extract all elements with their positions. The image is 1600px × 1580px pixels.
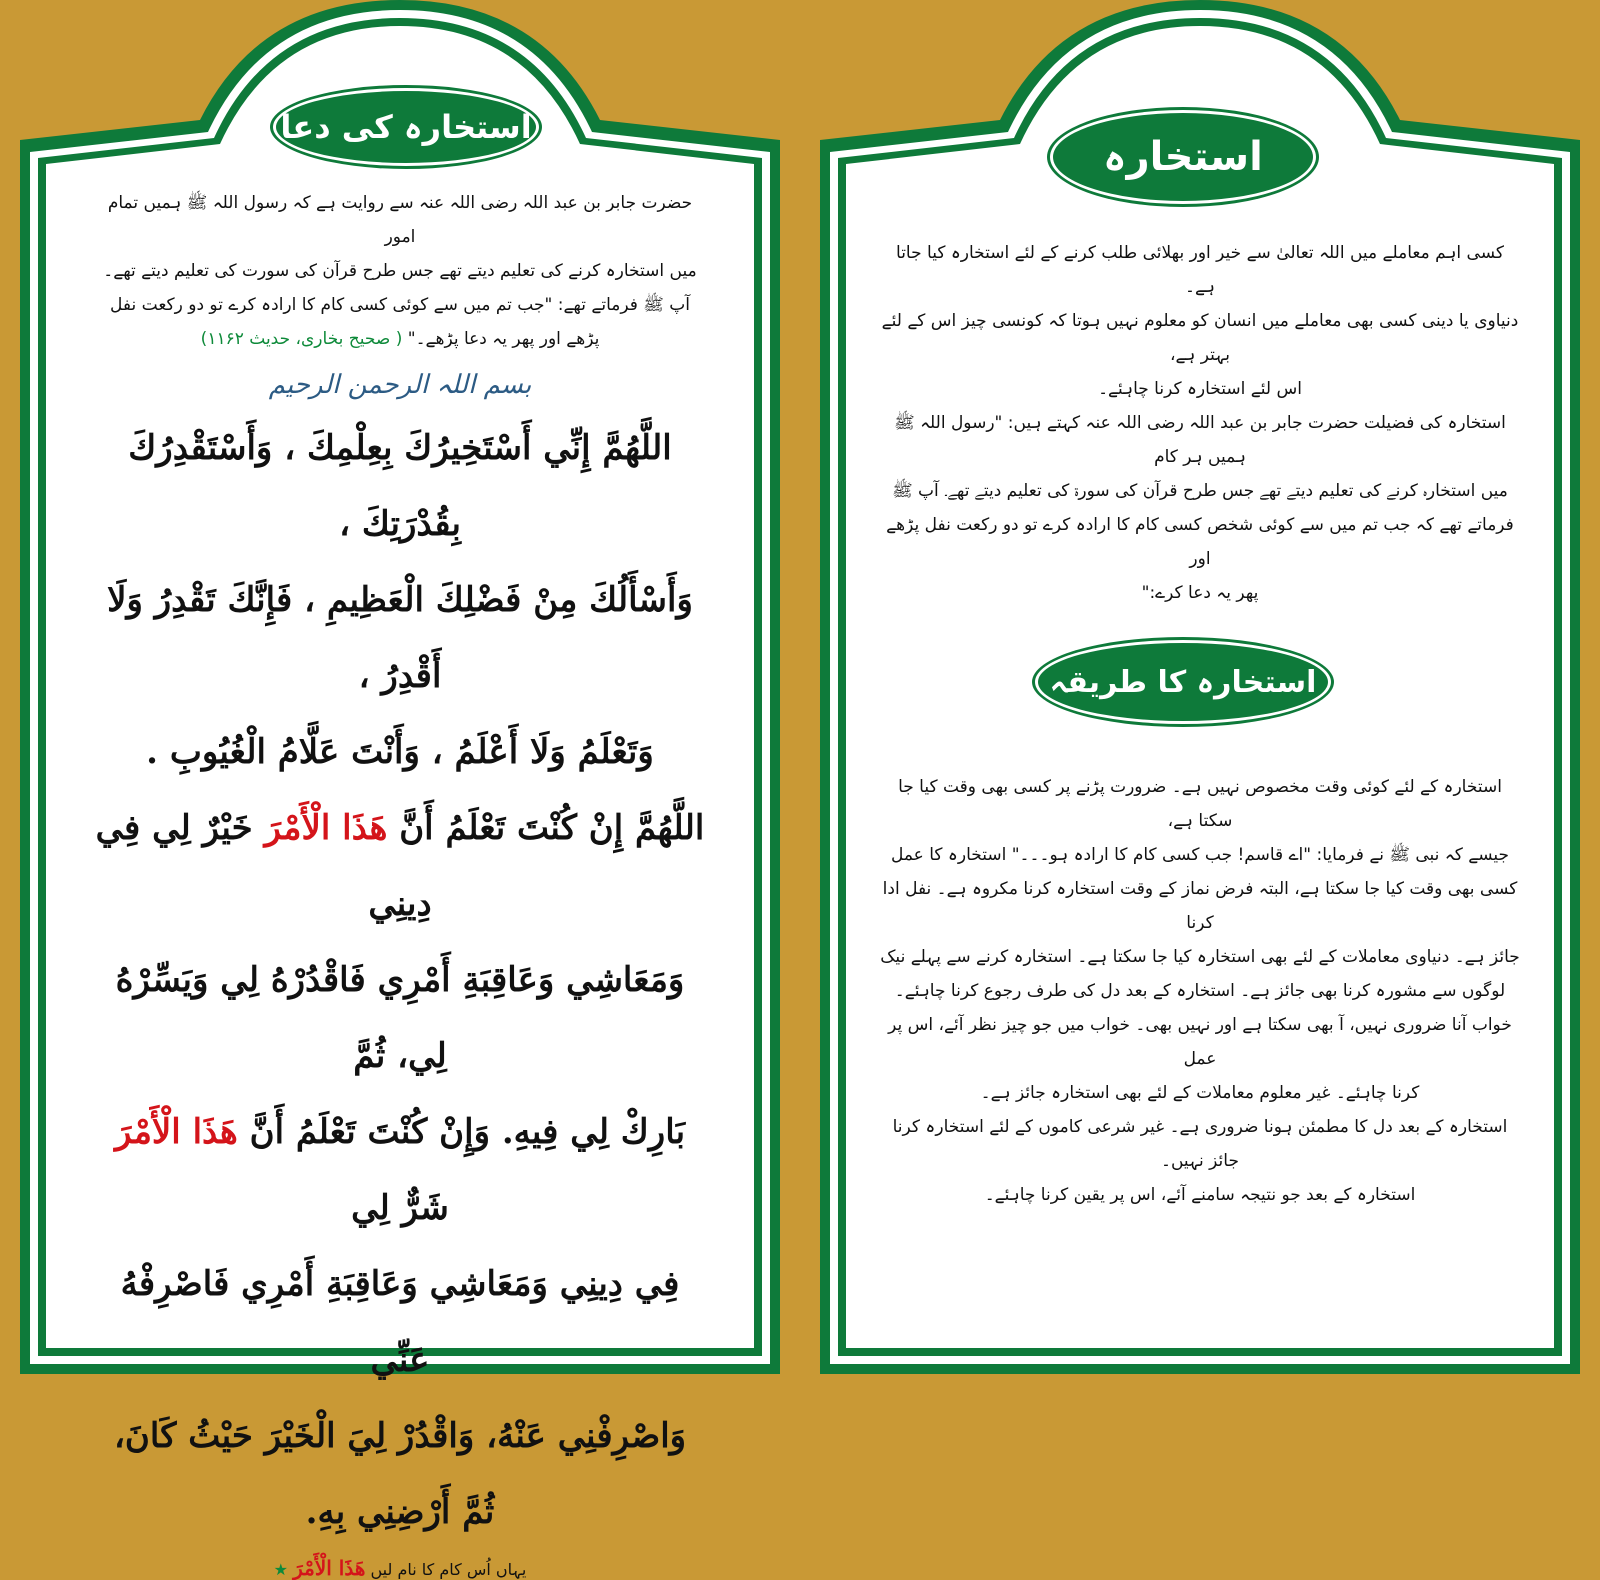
method-line: کسی بھی وقت کیا جا سکتا ہے، البتہ فرض نماز کے وقت استخارہ کرنا مکروہ ہے۔ نفل ادا کرنا — [882, 879, 1518, 933]
method-line: خواب آنا ضروری نہیں، آ بھی سکتا ہے اور نہیں بھی۔ خواب میں جو چیز نظر آئے، اس پر عمل — [888, 1015, 1512, 1069]
paragraph-line: اس لئے استخارہ کرنا چاہئے۔ — [1098, 379, 1302, 399]
dua-line: فِي دِينِي وَمَعَاشِي وَعَاقِبَةِ أَمْرِي فَاصْرِفْهُ عَنِّي — [120, 1264, 680, 1380]
hadith-reference: ( صحیح بخاری، حدیث ۱۱۶۲) — [200, 329, 403, 349]
dua-line — [90, 1094, 710, 1246]
method-line: لوگوں سے مشورہ کرنا بھی جائز ہے۔ استخارہ کے بعد دل کی طرف رجوع کرنا چاہئے۔ — [894, 981, 1506, 1001]
dua-title: استخارہ کی دعا — [280, 108, 532, 146]
bismillah-calligraphy: بسم اللہ الرحمن الرحیم — [268, 370, 532, 400]
method-line: استخارہ کے لئے کوئی وقت مخصوص نہیں ہے۔ ضرورت پڑنے پر کسی بھی وقت کیا جا سکتا ہے، — [898, 777, 1502, 831]
method-line: استخارہ کے بعد جو نتیجہ سامنے آئے، اس پر یقین کرنا چاہئے۔ — [984, 1185, 1416, 1205]
paragraph-line: دنیاوی یا دینی کسی بھی معاملے میں انسان کو معلوم نہیں ہوتا کہ کونسی چیز اس کے لئے بہتر ہے، — [881, 311, 1519, 365]
paragraph-line: پھر یہ دعا کرے:" — [1141, 583, 1259, 603]
dua-line: ثُمَّ أَرْضِنِي بِهِ. — [305, 1492, 495, 1532]
istikhara-title: استخارہ — [1103, 134, 1263, 180]
dua-line: وَأَسْأَلُكَ مِنْ فَضْلِكَ الْعَظِيمِ ، فَإِنَّكَ تَقْدِرُ وَلَا أَقْدِرُ ، — [107, 580, 693, 696]
intro-line: آپ ﷺ فرماتے تھے: "جب تم میں سے کوئی کسی کام کا ارادہ کرے تو دو رکعت نفل — [110, 295, 690, 315]
dua-segment: اللَّهُمَّ إِنْ كُنْتَ تَعْلَمُ أَنَّ — [387, 808, 705, 848]
footnote-phrase: هَذَا الْأَمْرَ — [293, 1556, 366, 1580]
dua-line — [90, 790, 710, 942]
footnote-text: یہاں اُس کام کا نام لیں — [370, 1560, 527, 1579]
method-title: استخارہ کا طریقہ — [1049, 664, 1317, 700]
dua-content — [90, 186, 710, 1580]
method-line: جائز ہے۔ دنیاوی معاملات کے لئے بھی استخارہ کیا جا سکتا ہے۔ استخارہ کرنے سے پہلے نیک — [880, 947, 1520, 967]
method-line: استخارہ کے بعد دل کا مطمئن ہونا ضروری ہے۔ غیر شرعی کاموں کے لئے استخارہ کرنا جائز نہیں۔ — [892, 1117, 1508, 1171]
intro-line: حضرت جابر بن عبد اللہ رضی اللہ عنہ سے روایت ہے کہ رسول اللہ ﷺ ہمیں تمام امور — [107, 193, 693, 247]
star-icon: ★ — [273, 1560, 288, 1579]
method-title-badge — [1035, 640, 1331, 724]
intro-line — [90, 322, 710, 356]
intro-line-text: پڑھے اور پھر یہ دعا پڑھے۔" — [407, 329, 600, 349]
paragraph-line: کسی اہم معاملے میں اللہ تعالیٰ سے خیر اور بھلائی طلب کرنے کے لئے استخارہ کیا جاتا ہے۔ — [896, 243, 1504, 297]
method-line: جیسے کہ نبی ﷺ نے فرمایا: "اے قاسم! جب کسی کام کا ارادہ ہو۔۔۔" استخارہ کا عمل — [890, 845, 1510, 865]
istikhara-intro — [880, 236, 1520, 610]
hadha-al-amr-highlight: هَذَا الْأَمْرَ — [264, 808, 388, 848]
dua-line: اللَّهُمَّ إِنِّي أَسْتَخِيرُكَ بِعِلْمِكَ ، وَأَسْتَقْدِرُكَ بِقُدْرَتِكَ ، — [128, 428, 672, 544]
dua-title-badge — [273, 88, 539, 166]
dua-text — [90, 410, 710, 1550]
intro-line: میں استخارہ کرنے کی تعلیم دیتے تھے جس طرح قرآن کی سورت کی تعلیم دیتے تھے۔ — [103, 261, 697, 281]
dua-segment: شَرٌّ لِي — [351, 1188, 449, 1228]
paragraph-line: استخارہ کی فضیلت حضرت جابر بن عبد اللہ رضی اللہ عنہ کہتے ہیں: "رسول اللہ ﷺ ہمیں ہر کام — [894, 413, 1506, 467]
dua-panel — [20, 0, 780, 1580]
dua-footnote — [90, 1556, 710, 1580]
dua-line: وَمَعَاشِي وَعَاقِبَةِ أَمْرِي فَاقْدُرْهُ لِي وَيَسِّرْهُ لِي، ثُمَّ — [115, 960, 685, 1076]
method-line: کرنا چاہئے۔ غیر معلوم معاملات کے لئے بھی استخارہ جائز ہے۔ — [980, 1083, 1420, 1103]
hadha-al-amr-highlight: هَذَا الْأَمْرَ — [114, 1112, 238, 1152]
dua-line: وَتَعْلَمُ وَلَا أَعْلَمُ ، وَأَنْتَ عَلَّامُ الْغُيُوبِ . — [146, 732, 654, 772]
paragraph-line: میں استخارہ کرنے کی تعلیم دیتے تھے جس طرح قرآن کی سورۃ کی تعلیم دیتے تھے۔ آپ ﷺ — [892, 481, 1508, 501]
method-text — [880, 770, 1520, 1212]
dua-line: وَاصْرِفْنِي عَنْهُ، وَاقْدُرْ لِيَ الْخَيْرَ حَيْثُ كَانَ، — [113, 1416, 687, 1456]
dua-segment: بَارِكْ لِي فِيهِ. وَإِنْ كُنْتَ تَعْلَمُ أَنَّ — [237, 1112, 686, 1152]
istikhara-title-badge — [1050, 110, 1316, 204]
dua-segment: خَيْرٌ لِي فِي دِينِي — [95, 808, 432, 924]
istikhara-panel — [820, 0, 1580, 1374]
paragraph-line: فرماتے تھے کہ جب تم میں سے کوئی شخص کسی کام کا ارادہ کرے تو دو رکعت نفل پڑھے اور — [886, 515, 1514, 569]
